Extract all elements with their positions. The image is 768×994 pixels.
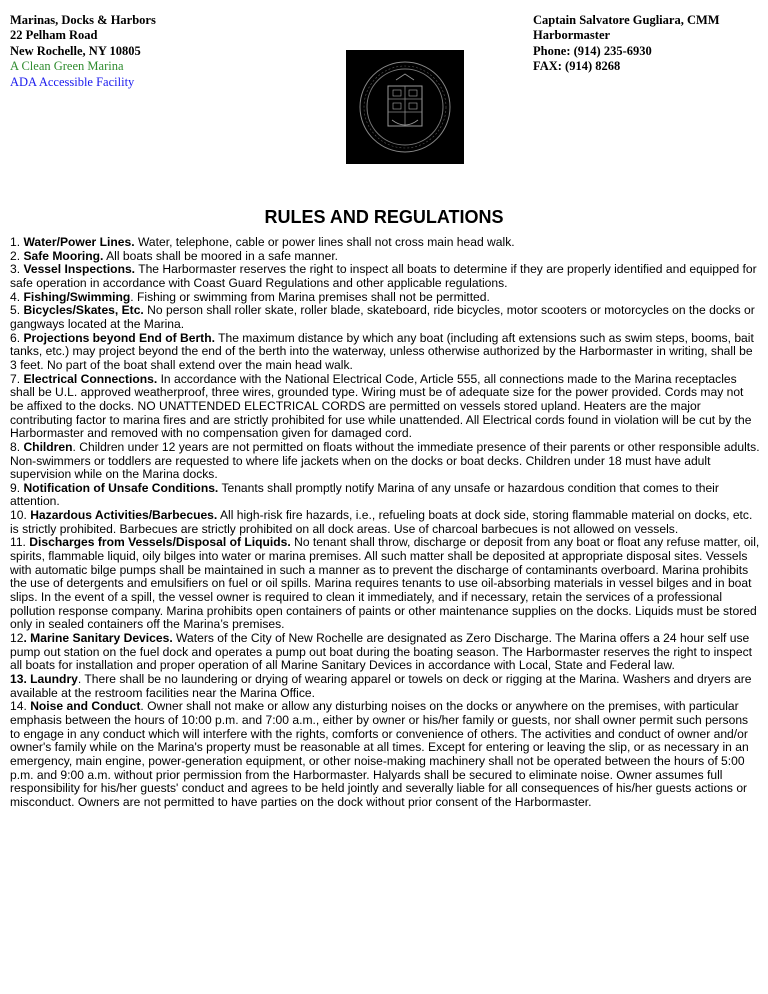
rule-item: 10. Hazardous Activities/Barbecues. All high-risk fire hazards, i.e., refueling boats at dock side, storing flammable material on docks, etc. is strictly prohibited. Barbecues are strictly prohibited on all dock areas. Use of charcoal barbecues is not allowed on vessels. bbox=[10, 508, 753, 536]
harbormaster-name: Captain Salvatore Gugliara, CMM bbox=[533, 13, 720, 27]
rule-item: 8. Children. Children under 12 years are not permitted on floats without the immediate presence of their parents or other responsible adults. Non-swimmers or toddlers are requested to where life jackets when on the docks or boat decks. Children under 18 must have adult supervision while on the Marina docks. bbox=[10, 439, 760, 482]
tagline: A Clean Green Marina bbox=[10, 59, 124, 74]
rule-item: 3. Vessel Inspections. The Harbormaster reserves the right to inspect all boats to determine if they are properly identified and equipped for safe operation in accordance with Coast Guard Regulations and other applicable regulations. bbox=[10, 262, 757, 290]
phone-number: Phone: (914) 235-6930 bbox=[533, 43, 652, 58]
address-line-2: New Rochelle, NY 10805 bbox=[10, 43, 141, 58]
rules-list bbox=[10, 236, 760, 810]
accessibility-note: ADA Accessible Facility bbox=[10, 74, 135, 89]
rule-item: 7. Electrical Connections. In accordance with the National Electrical Code, Article 555, all connections made to the Marina receptacles shall be U.L. approved weatherproof, three wires, grounded type. Wiring must be of adequate size for the power provided. Cords may not be affixed to the docks. NO UNATTENDED ELECTRICAL CORDS are permitted on vessels stored upland. Heaters are the major contributing factor to marina fires and are strictly prohibited for use while unattended. All Electrical cords found in violation will be cut by the Harbormaster and removed with no compensation given for damaged cord. bbox=[10, 371, 752, 441]
rule-item: 2. Safe Mooring. All boats shall be moored in a safe manner. bbox=[10, 248, 339, 263]
rule-item: 4. Fishing/Swimming. Fishing or swimming from Marina premises shall not be permitted. bbox=[10, 289, 490, 304]
rule-item: 12. Marine Sanitary Devices. Waters of the City of New Rochelle are designated as Zero Discharge. The Marina offers a 24 hour self use pump out station on the fuel dock and operates a pump out boat during the boating season. The Harbormaster reserves the right to inspect all boats for installation and proper operation of all Marine Sanitary Devices in accordance with Local, State and Federal law. bbox=[10, 631, 752, 673]
rule-item: 5. Bicycles/Skates, Etc. No person shall roller skate, roller blade, skateboard, ride bicycles, motor scooters or motorcycles on the docks or gangways located at the Marina. bbox=[10, 303, 755, 331]
rule-item: 13. Laundry. There shall be no laundering or drying of wearing apparel or towels on deck or rigging at the Marina. Washers and dryers are available at the restroom facilities near the Marina Office. bbox=[10, 672, 752, 700]
harbormaster-role: Harbormaster bbox=[533, 28, 611, 43]
city-seal-icon bbox=[346, 50, 464, 164]
address-line-1: 22 Pelham Road bbox=[10, 28, 98, 43]
rule-item: 11. Discharges from Vessels/Disposal of Liquids. No tenant shall throw, discharge or deposit from any boat or float any refuse matter, oil, spirits, flammable liquid, oily bilges into water or marina premises. All such matter shall be deposited at appropriate disposal sites. Vessels with automatic bilge pumps shall be maintained in such a manner as to prevent the discharge of contaminants overboard. Marina prohibits the use of detergents and emulsifiers on fuel or oil spills. Marina requires tenants to use oil-absorbing materials in vessel bilges and in boat slips. In the event of a spill, the vessel owner is required to clean it immediately, and if necessary, retain the services of a professional pollution response company. Marina prohibits open containers of paints or other maintenance supplies on the docks. Liquids must be stored only in sealed containers off the Marina’s premises. bbox=[10, 535, 760, 632]
rule-item: 1. Water/Power Lines. Water, telephone, cable or power lines shall not cross main head walk. bbox=[10, 235, 515, 249]
rule-item: 6. Projections beyond End of Berth. The maximum distance by which any boat (including aft extensions such as swim steps, booms, bait tanks, etc.) may project beyond the end of the berth into the waterway, unless otherwise authorized by the Harbormaster in writing, shall be 3 feet. No part of the boat shall extend over the main head walk. bbox=[10, 330, 754, 372]
header-left bbox=[10, 13, 156, 90]
page-title: RULES AND REGULATIONS bbox=[264, 207, 504, 227]
org-name: Marinas, Docks & Harbors bbox=[10, 13, 156, 27]
rule-item: 9. Notification of Unsafe Conditions. Tenants shall promptly notify Marina of any unsafe or hazardous condition that comes to their attention. bbox=[10, 480, 719, 509]
header-right bbox=[533, 13, 720, 75]
rule-item: 14. Noise and Conduct. Owner shall not make or allow any disturbing noises on the docks or anywhere on the premises, with particular emphasis between the hours of 10:00 p.m. and 7:00 a.m., either by owner or his/her family or guests, nor shall owner permit such persons to engage in any conduct which will interfere with the rights, comforts or convenience of others. The activities and conduct of owner and/or owner's family while on the Marina's property must be reasonable at all times. Except for entering or leaving the slip, or as necessary in an emergency, main engine, power-generation equipment, or other noise-making machinery shall not be operated between the hours of 5:00 p.m. and 9:00 a.m. without prior permission from the Harbormaster. Halyards shall be secured to eliminate noise. Owner assumes full responsibility for his/her guests' conduct and agrees to be held jointly and severally liable for all consequences of his/her guests actions or misconduct. Owners are not permitted to have parties on the dock without prior consent of the Harbormaster. bbox=[10, 699, 749, 809]
fax-number: FAX: (914) 8268 bbox=[533, 59, 621, 74]
